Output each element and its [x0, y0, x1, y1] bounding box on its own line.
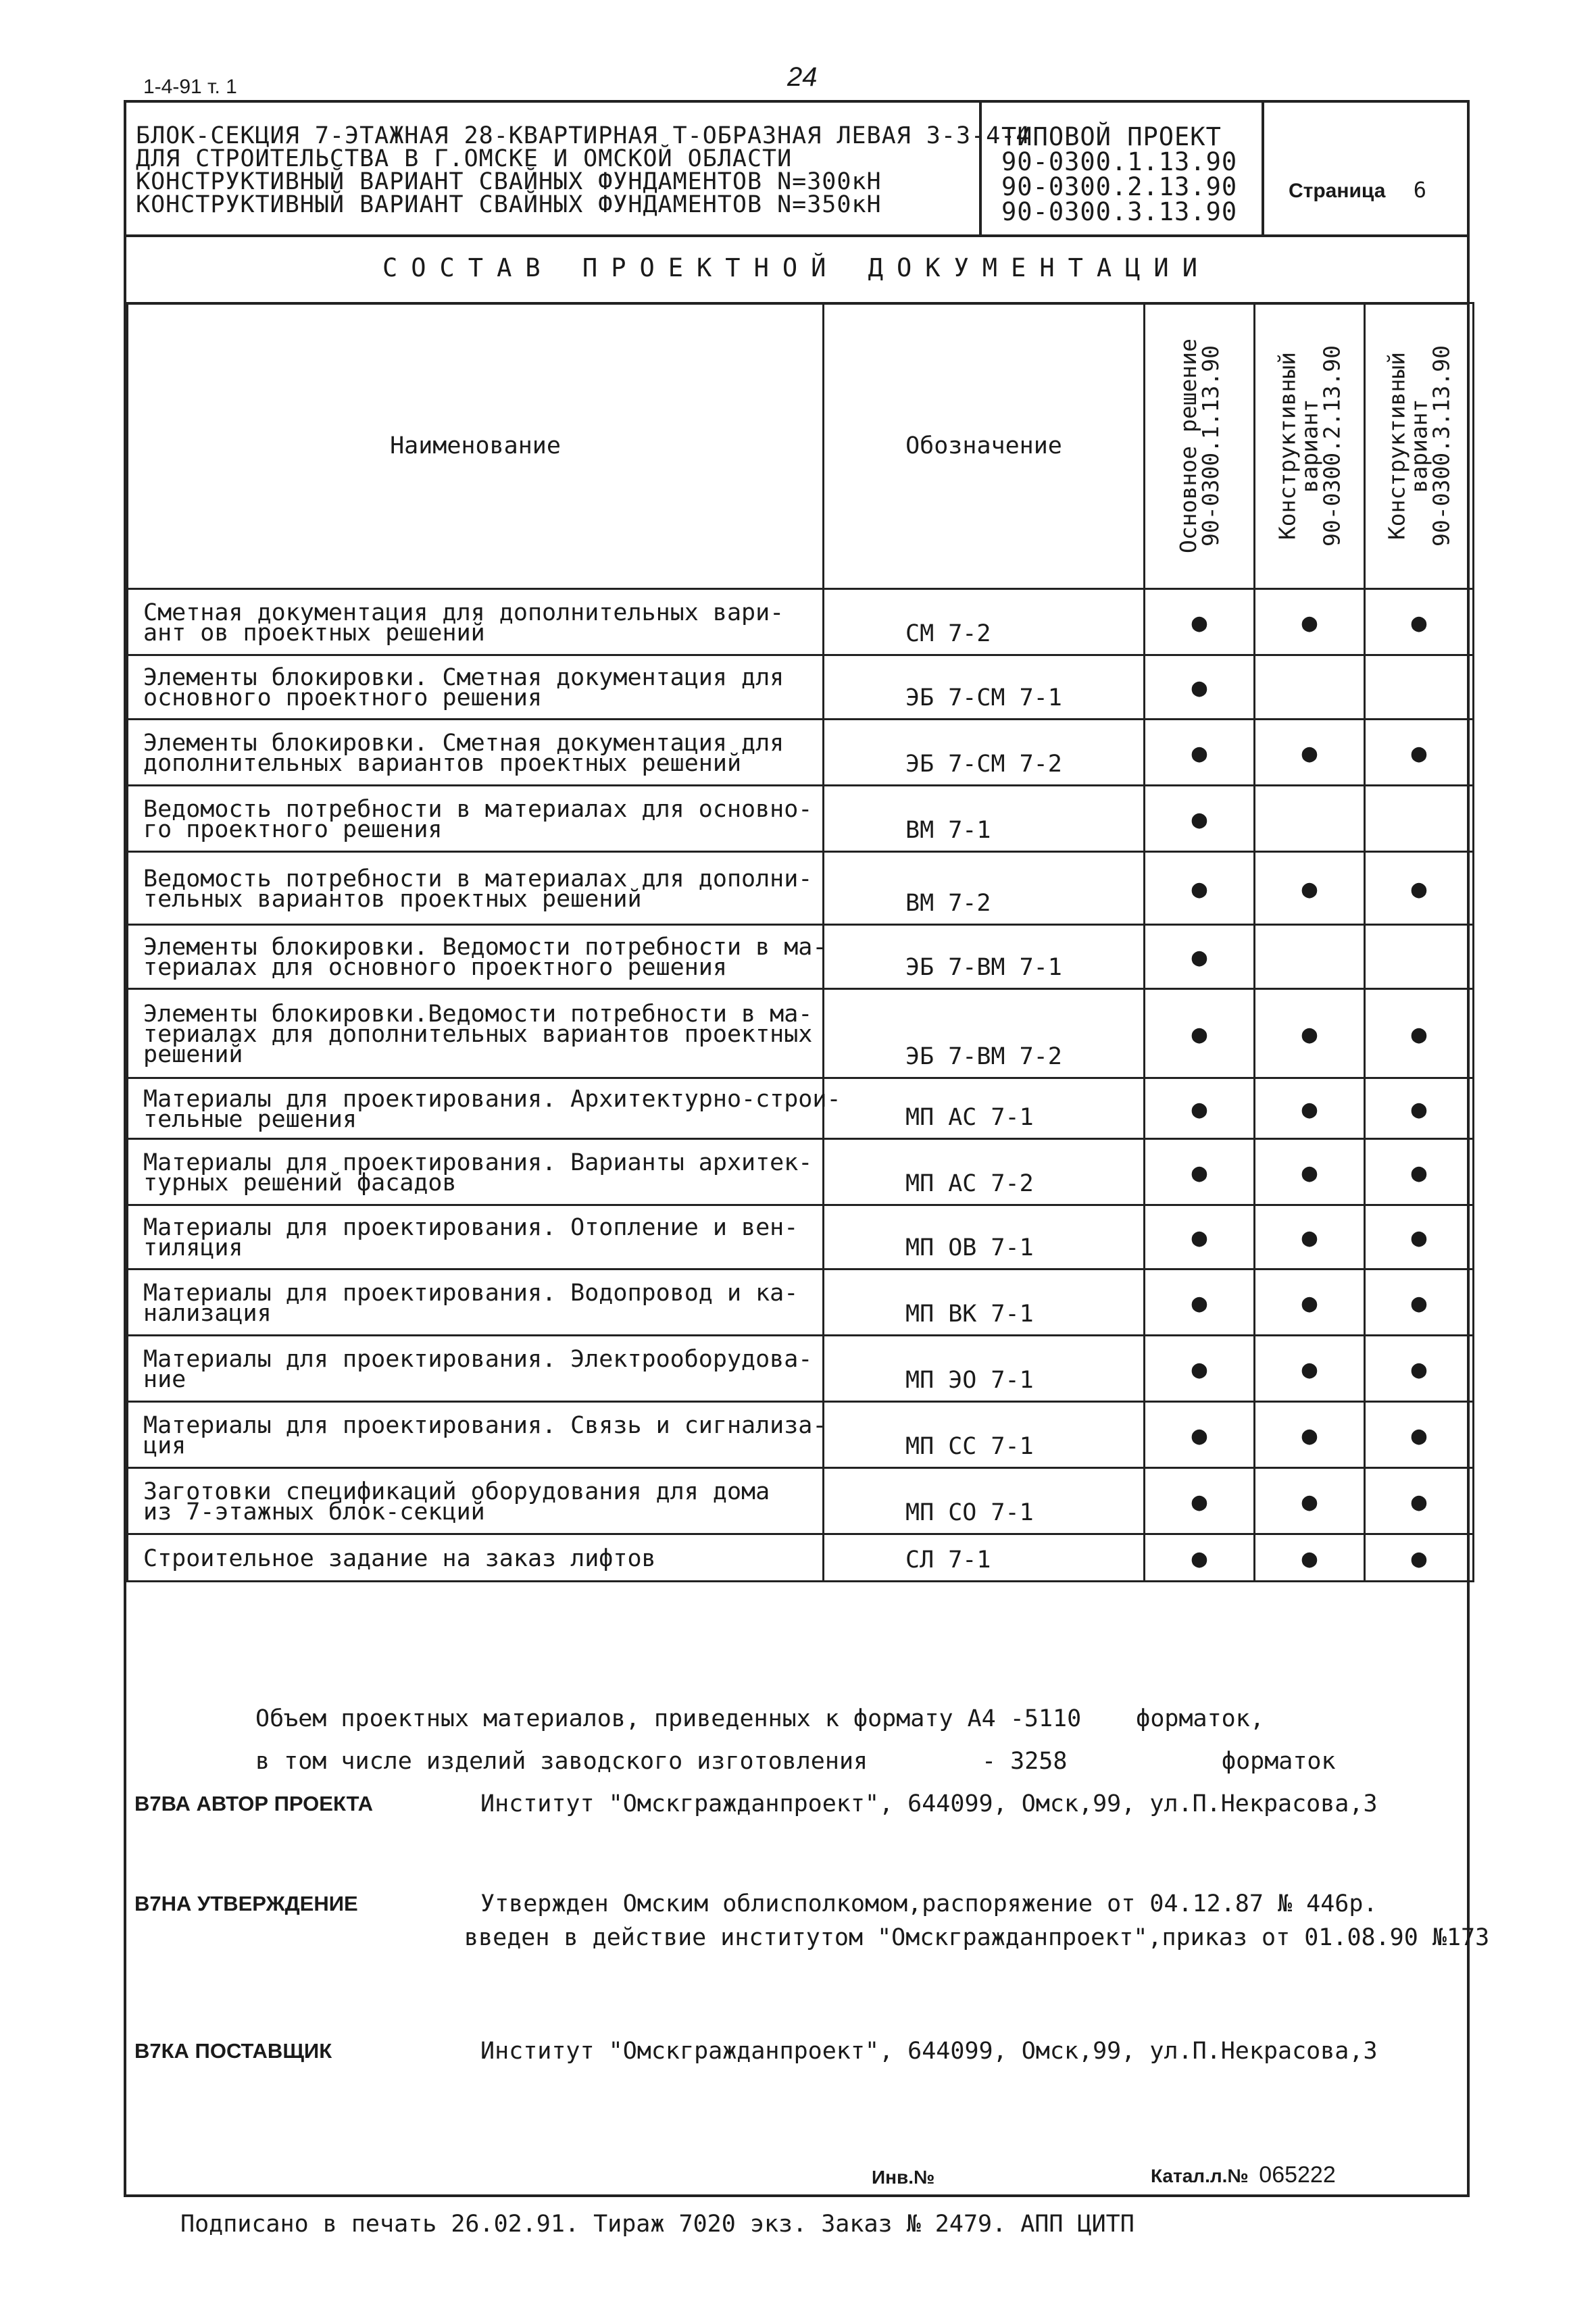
row-mark-variant-3: ●: [1365, 1336, 1474, 1402]
row-name-line: решений: [143, 1040, 243, 1068]
row-mark-variant-2: ●: [1255, 589, 1365, 655]
inventory-label: Инв.№: [872, 2167, 935, 2188]
row-mark-variant-2: ●: [1255, 1468, 1365, 1534]
series-code: 1-4-91 т. 1: [143, 76, 237, 98]
table-row: [128, 989, 1474, 1078]
row-mark-variant-3: ●: [1365, 1269, 1474, 1336]
row-code: МП АС 7-1: [824, 1078, 1145, 1139]
row-mark-variant-3: ●: [1365, 1534, 1474, 1582]
row-mark-variant-2: ●: [1255, 989, 1365, 1078]
approval-label: В7НА УТВЕРЖДЕНИЕ: [134, 1892, 358, 1915]
table-row: [128, 786, 1474, 852]
row-name-line: Строительное задание на заказ лифтов: [143, 1544, 656, 1572]
row-name: [128, 720, 824, 786]
row-name-line: тиляция: [143, 1234, 243, 1261]
row-mark-variant-2: ●: [1255, 1534, 1365, 1582]
row-name: [128, 1468, 824, 1534]
column-header-name: Наименование: [128, 303, 824, 589]
title-line: КОНСТРУКТИВНЫЙ ВАРИАНТ СВАЙНЫХ ФУНДАМЕНТОВ N=350кН: [136, 191, 882, 218]
row-code: ЭБ 7-СМ 7-1: [824, 655, 1145, 720]
column-header-variant-3: Конструктивный вариант 90-0300.3.13.90: [1365, 303, 1474, 589]
row-name: [128, 925, 827, 989]
project-codes: [1001, 149, 1237, 224]
row-name-line: Элементы блокировки. Сметная документация для: [143, 729, 784, 757]
row-code: МП СО 7-1: [824, 1468, 1145, 1534]
row-name-line: Заготовки спецификаций оборудования для дома: [143, 1478, 770, 1505]
row-mark-variant-1: ●: [1145, 1139, 1255, 1205]
table-row: [128, 1402, 1474, 1468]
row-name-line: Материалы для проектирования. Электрооборудова-: [143, 1345, 813, 1373]
page-label: Страница: [1289, 180, 1386, 202]
row-mark-variant-2: ●: [1255, 1402, 1365, 1468]
row-name-line: Материалы для проектирования. Отопление и вен-: [143, 1214, 799, 1241]
row-name: [128, 655, 824, 720]
row-name-line: Материалы для проектирования. Варианты архитек-: [143, 1149, 813, 1176]
row-code: ВМ 7-1: [824, 786, 1145, 852]
row-name: [128, 1336, 824, 1402]
summary-line-2: в том числе изделий заводского изготовления - 3258 форматок: [255, 1748, 1336, 1775]
table-row: [128, 852, 1474, 925]
row-name-line: ние: [143, 1365, 186, 1393]
row-mark-variant-3: ●: [1365, 589, 1474, 655]
row-mark-variant-3: [1365, 786, 1474, 852]
row-name-line: Материалы для проектирования. Связь и сигнализа-: [143, 1411, 827, 1439]
document-frame: [124, 100, 1490, 2197]
row-name-line: Элементы блокировки. Сметная документация для: [143, 664, 784, 691]
row-code: МП ОВ 7-1: [824, 1205, 1145, 1269]
row-name-line: из 7-этажных блок-секций: [143, 1498, 485, 1526]
row-mark-variant-2: ●: [1255, 1205, 1365, 1269]
row-mark-variant-3: ●: [1365, 1078, 1474, 1139]
summary-line-1: Объем проектных материалов, приведенных к формату А4 -5110 форматок,: [255, 1705, 1264, 1732]
row-code: ВМ 7-2: [824, 852, 1145, 925]
title-line: КОНСТРУКТИВНЫЙ ВАРИАНТ СВАЙНЫХ ФУНДАМЕНТОВ N=300кН: [136, 168, 882, 195]
row-name: [128, 1078, 841, 1139]
row-name-line: турных решений фасадов: [143, 1169, 457, 1197]
row-code: СМ 7-2: [824, 589, 1145, 655]
author-value: Институт "Омскгражданпроект", 644099, Омск,99, ул.П.Некрасова,3: [480, 1790, 1378, 1817]
row-mark-variant-2: ●: [1255, 1139, 1365, 1205]
row-mark-variant-1: ●: [1145, 1468, 1255, 1534]
row-mark-variant-1: ●: [1145, 852, 1255, 925]
row-mark-variant-1: ●: [1145, 1078, 1255, 1139]
row-name: [128, 1534, 824, 1582]
row-mark-variant-1: ●: [1145, 720, 1255, 786]
row-name-line: ция: [143, 1432, 186, 1459]
row-mark-variant-3: ●: [1365, 1402, 1474, 1468]
row-mark-variant-3: ●: [1365, 720, 1474, 786]
table-row: [128, 720, 1474, 786]
title-line: БЛОК-СЕКЦИЯ 7-ЭТАЖНАЯ 28-КВАРТИРНАЯ Т-ОБРАЗНАЯ ЛЕВАЯ 3-3-4-4: [136, 122, 1031, 149]
row-mark-variant-1: ●: [1145, 1402, 1255, 1468]
row-name-line: Ведомость потребности в материалах для дополни-: [143, 865, 813, 892]
row-name-line: дополнительных вариантов проектных решений: [143, 749, 742, 777]
table-row: [128, 655, 1474, 720]
row-code: ЭБ 7-СМ 7-2: [824, 720, 1145, 786]
row-mark-variant-3: [1365, 655, 1474, 720]
row-name-line: Материалы для проектирования. Архитектурно-строи-: [143, 1085, 841, 1113]
row-mark-variant-1: ●: [1145, 786, 1255, 852]
sheet-info: [1289, 177, 1426, 203]
row-name-line: го проектного решения: [143, 815, 443, 843]
row-name: [128, 989, 824, 1078]
row-mark-variant-2: ●: [1255, 1336, 1365, 1402]
row-name: [128, 589, 824, 655]
row-mark-variant-2: ●: [1255, 852, 1365, 925]
row-mark-variant-1: ●: [1145, 989, 1255, 1078]
title-line: ДЛЯ СТРОИТЕЛЬСТВА В Г.ОМСКЕ И ОМСКОЙ ОБЛАСТИ: [136, 145, 793, 172]
print-info: Подписано в печать 26.02.91. Тираж 7020 экз. Заказ № 2479. АПП ЦИТП: [180, 2211, 1134, 2238]
table-row: [128, 925, 1474, 989]
row-mark-variant-3: ●: [1365, 1468, 1474, 1534]
page-value: 6: [1413, 177, 1426, 203]
row-code: МП ЭО 7-1: [824, 1336, 1145, 1402]
table-row: [128, 1534, 1474, 1582]
row-mark-variant-1: ●: [1145, 1534, 1255, 1582]
row-code: МП СС 7-1: [824, 1402, 1145, 1468]
row-name-line: териалах для основного проектного решения: [143, 954, 727, 981]
row-name-line: тельные решения: [143, 1105, 357, 1133]
row-mark-variant-1: ●: [1145, 655, 1255, 720]
composition-title: СОСТАВ ПРОЕКТНОЙ ДОКУМЕНТАЦИИ: [126, 234, 1467, 305]
row-code: СЛ 7-1: [824, 1534, 1145, 1582]
project-code: 90-0300.1.13.90: [1001, 147, 1238, 176]
table-row: [128, 1468, 1474, 1534]
table-row: [128, 589, 1474, 655]
row-mark-variant-2: ●: [1255, 1078, 1365, 1139]
documents-table: [126, 302, 1467, 1582]
row-code: МП ВК 7-1: [824, 1269, 1145, 1336]
row-mark-variant-1: ●: [1145, 1269, 1255, 1336]
row-name-line: тельных вариантов проектных решений: [143, 885, 642, 913]
row-name-line: ант ов проектных решений: [143, 619, 485, 647]
row-mark-variant-1: ●: [1145, 1205, 1255, 1269]
supplier-value: Институт "Омскгражданпроект", 644099, Омск,99, ул.П.Некрасова,3: [480, 2038, 1378, 2065]
row-name: [128, 1205, 824, 1269]
row-mark-variant-1: ●: [1145, 1336, 1255, 1402]
row-code: ЭБ 7-ВМ 7-2: [824, 989, 1145, 1078]
row-name: [128, 1139, 824, 1205]
row-name: [128, 852, 824, 925]
row-name: [128, 1402, 827, 1468]
row-code: МП АС 7-2: [824, 1139, 1145, 1205]
row-mark-variant-2: ●: [1255, 720, 1365, 786]
row-name-line: нализация: [143, 1299, 272, 1327]
title-lines: [136, 124, 1030, 216]
table-row: [128, 1078, 1474, 1139]
row-name-line: основного проектного решения: [143, 684, 543, 711]
author-label: В7ВА АВТОР ПРОЕКТА: [134, 1792, 374, 1815]
project-block: [1001, 124, 1237, 224]
table-row: [128, 1139, 1474, 1205]
row-mark-variant-2: [1255, 925, 1365, 989]
title-block: [126, 103, 1467, 237]
row-name-line: Ведомость потребности в материалах для основно-: [143, 795, 813, 823]
project-code: 90-0300.2.13.90: [1001, 172, 1238, 201]
approval-line-1: Утвержден Омским облисполкомом,распоряжение от 04.12.87 № 446р.: [480, 1890, 1378, 1917]
column-header-code: Обозначение: [824, 303, 1145, 589]
row-mark-variant-1: ●: [1145, 589, 1255, 655]
table-row: [128, 1205, 1474, 1269]
row-name-line: Сметная документация для дополнительных вари-: [143, 599, 784, 626]
column-header-variant-2: Конструктивный вариант 90-0300.2.13.90: [1255, 303, 1365, 589]
row-mark-variant-3: ●: [1365, 852, 1474, 925]
approval-line-2: введен в действие институтом "Омскгражданпроект",приказ от 01.08.90 №173: [464, 1924, 1490, 1951]
row-name: [128, 1269, 824, 1336]
row-mark-variant-3: ●: [1365, 1205, 1474, 1269]
page-number: 24: [787, 62, 818, 92]
project-label: ТИПОВОЙ ПРОЕКТ: [1001, 122, 1222, 151]
table-row: [128, 1336, 1474, 1402]
row-mark-variant-2: ●: [1255, 1269, 1365, 1336]
supplier-label: В7КА ПОСТАВЩИК: [134, 2039, 332, 2063]
row-name-line: Материалы для проектирования. Водопровод и ка-: [143, 1279, 799, 1307]
row-name: [128, 786, 824, 852]
row-mark-variant-2: [1255, 655, 1365, 720]
row-mark-variant-3: ●: [1365, 1139, 1474, 1205]
table-row: [128, 1269, 1474, 1336]
table-header-row: [128, 303, 1474, 589]
row-code: ЭБ 7-ВМ 7-1: [824, 925, 1145, 989]
row-mark-variant-1: ●: [1145, 925, 1255, 989]
row-mark-variant-2: [1255, 786, 1365, 852]
row-mark-variant-3: ●: [1365, 989, 1474, 1078]
row-name-line: териалах для дополнительных вариантов проектных: [143, 1020, 813, 1048]
row-mark-variant-3: [1365, 925, 1474, 989]
row-name-line: Элементы блокировки. Ведомости потребности в ма-: [143, 934, 827, 961]
catalog-ref: Катал.л.№ 065222: [1151, 2162, 1336, 2188]
project-code: 90-0300.3.13.90: [1001, 197, 1238, 226]
column-header-variant-1: Основное решение 90-0300.1.13.90: [1145, 303, 1255, 589]
row-name-line: Элементы блокировки.Ведомости потребности в ма-: [143, 1000, 813, 1028]
